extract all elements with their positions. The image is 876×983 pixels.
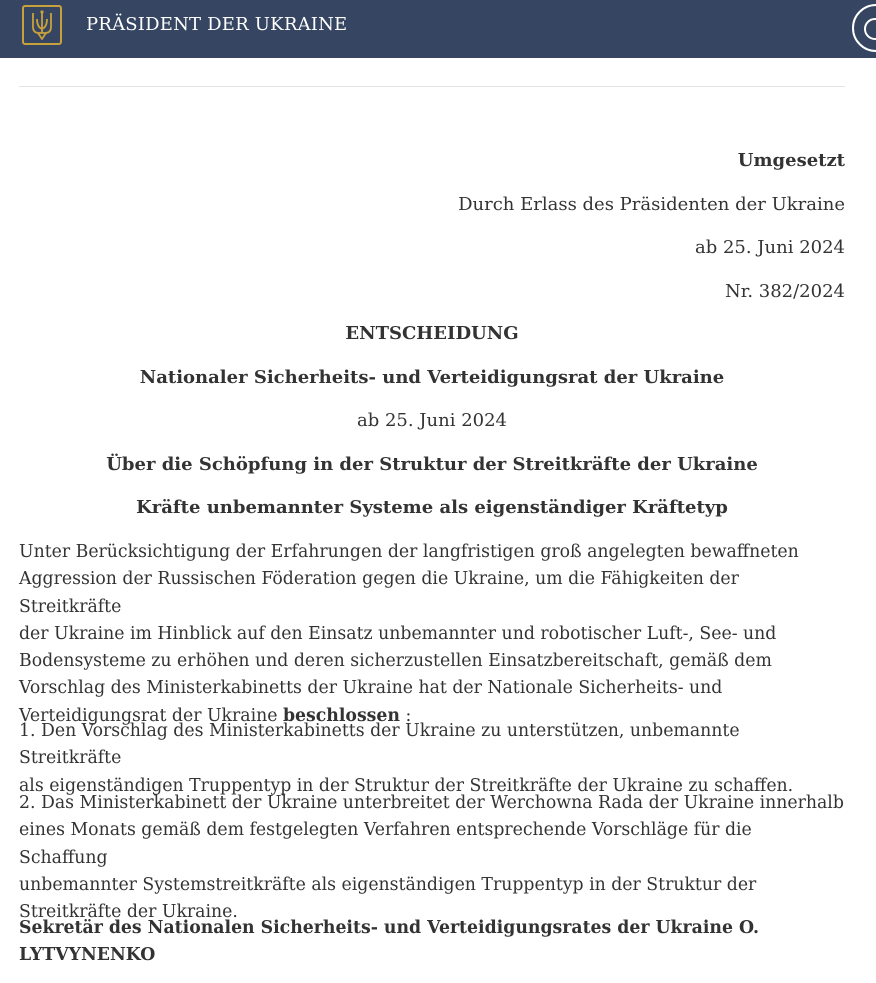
doc-type-heading: ENTSCHEIDUNG: [345, 323, 519, 344]
signature-block: Sekretär des Nationalen Sicherheits- und Verteidigungsrates der Ukraine O. LYTVYNENKO: [19, 918, 760, 966]
divider: [19, 86, 845, 87]
resolved-keyword: beschlossen: [282, 705, 400, 726]
decree-number: Nr. 382/2024: [724, 281, 845, 302]
council-heading: Nationaler Sicherheits- und Verteidigungsrat der Ukraine: [139, 367, 725, 388]
search-button[interactable]: [852, 4, 876, 52]
status-label: Umgesetzt: [737, 150, 845, 171]
point-2-paragraph: 2. Das Ministerkabinett der Ukraine unterbreitet der Werchowna Rada der Ukraine innerhalb eines Monats gemäß dem festgelegten Verfahren entsprechende Vorschläge für die Schaffung unbemannter Systemstreitkräfte als eigenständigen Truppentyp in der Struktur der Streitkräfte der Ukraine.: [19, 793, 844, 923]
site-title[interactable]: PRÄSIDENT DER UKRAINE: [86, 14, 348, 35]
decree-date: ab 25. Juni 2024: [694, 237, 845, 258]
enacted-by: Durch Erlass des Präsidenten der Ukraine: [458, 194, 845, 215]
point-1-paragraph: 1. Den Vorschlag des Ministerkabinetts der Ukraine zu unterstützen, unbemannte Streitkräfte als eigenständigen Truppentyp in der Struktur der Streitkräfte der Ukraine zu schaffen.: [19, 721, 794, 796]
trident-icon[interactable]: [22, 5, 62, 45]
site-header: [0, 0, 876, 58]
preamble-paragraph: Unter Berücksichtigung der Erfahrungen der langfristigen groß angelegten bewaffneten Aggression der Russischen Föderation gegen die Ukraine, um die Fähigkeiten der Streitkräfte der Ukraine im Hinblick auf den Einsatz unbemannter und robotischer Luft-, See- und Bodensysteme zu erhöhen und deren sicherzustellen Einsatzbereitschaft, gemäß dem Vorschlag des Ministerkabinetts der Ukraine hat der Nationale Sicherheits- und Verteidigungsrat der Ukraine beschlossen :: [19, 542, 799, 726]
decision-date: ab 25. Juni 2024: [356, 410, 507, 431]
subject-line-2: Kräfte unbemannter Systeme als eigenständiger Kräftetyp: [136, 497, 728, 518]
search-icon: [864, 18, 876, 40]
subject-line-1: Über die Schöpfung in der Struktur der Streitkräfte der Ukraine: [106, 454, 758, 475]
